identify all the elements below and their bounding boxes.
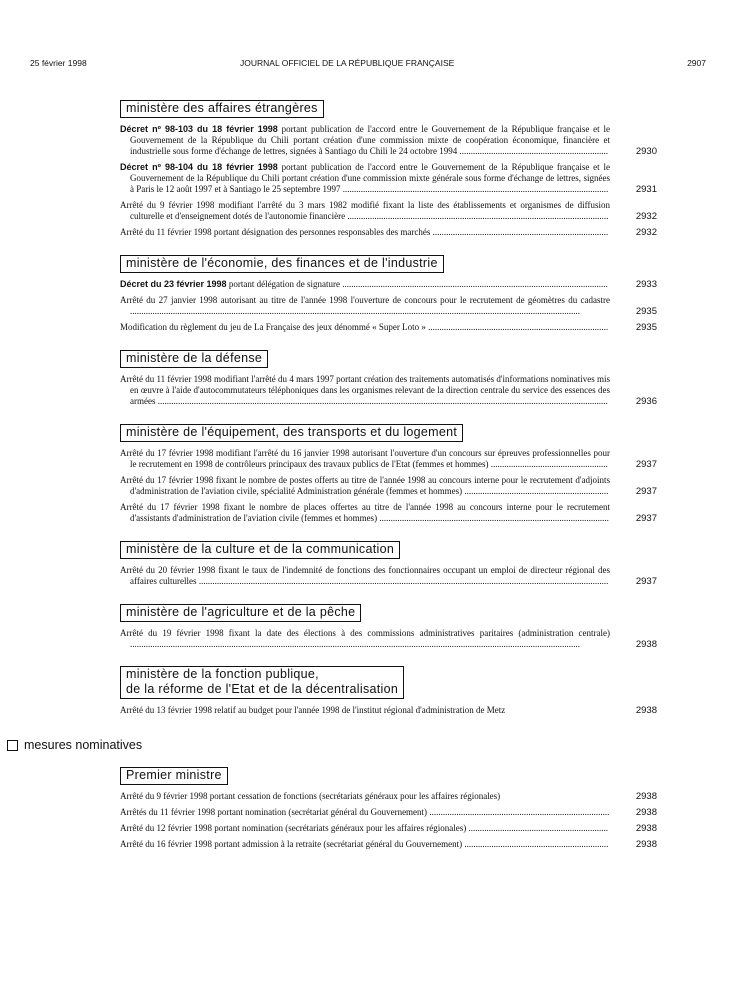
entry-description: Arrêté du 20 février 1998 fixant le taux de l'indemnité de fonctions des fonctionnaires occupant un emploi de directeur régional des affaires culturelles xyxy=(120,565,610,586)
section-title: ministère de la culture et de la communication xyxy=(126,542,395,556)
toc-entry[interactable] xyxy=(120,295,657,317)
section-title: de la réforme de l'Etat et de la décentralisation xyxy=(126,682,399,696)
toc-entry[interactable] xyxy=(120,374,657,407)
leader-dots: ...................................................................................................... xyxy=(377,513,609,523)
ministry-section xyxy=(120,603,657,650)
entry-description: Arrêté du 11 février 1998 modifiant l'arrêté du 4 mars 1997 portant création des traitements automatisés d'informations nominatives mis en œuvre à l'aide d'autocommutateurs téléphoniques dans les organismes relevant de la direction centrale du service des essences des armées xyxy=(120,374,610,406)
entry-page-number: 2938 xyxy=(635,823,657,834)
entry-page-number: 2938 xyxy=(635,705,657,716)
entry-page-number: 2930 xyxy=(635,146,657,157)
entry-decree-title: Décret nº 98-103 du 18 février 1998 xyxy=(120,124,278,134)
entry-decree-title: Décret nº 98-104 du 18 février 1998 xyxy=(120,162,278,172)
entry-text xyxy=(120,374,610,407)
entry-page-number: 2937 xyxy=(635,513,657,524)
ministry-sections xyxy=(120,99,657,716)
leader-dots: ................................................................................ xyxy=(427,807,610,817)
toc-entry[interactable] xyxy=(120,791,657,802)
entry-page-number: 2937 xyxy=(635,486,657,497)
entry-text xyxy=(120,124,610,157)
entry-description: Arrêté du 9 février 1998 modifiant l'arrêté du 3 mars 1982 modifié fixant la liste des établissements et organismes de diffusion culturelle et d'enseignement dotés de l'autonomie financière xyxy=(120,200,610,221)
entry-description: Arrêté du 12 février 1998 portant nomination (secrétariats généraux pour les affaires régionales) xyxy=(120,823,467,833)
entry-description: Arrêté du 16 février 1998 portant admission à la retraite (secrétariat général du Gouvernement) xyxy=(120,839,463,849)
entry-description: Arrêté du 17 février 1998 fixant le nombre de places offertes au titre de l'année 1998 au concours interne pour le recrutement d'assistants d'administration de l'aviation civile (femmes et hommes) xyxy=(120,502,610,523)
toc-entry[interactable] xyxy=(120,475,657,497)
leader-dots: ................................................................ xyxy=(462,486,609,496)
entry-description: Arrêté du 27 janvier 1998 autorisant au titre de l'année 1998 l'ouverture de concours pour le recrutement de géomètres du cadastre xyxy=(120,295,610,305)
ministry-section xyxy=(120,254,657,333)
ministry-section xyxy=(120,99,657,238)
checkbox-square-icon xyxy=(7,740,18,751)
section-title-box xyxy=(120,255,444,273)
entry-page-number: 2935 xyxy=(635,306,657,317)
section-title-box xyxy=(120,100,324,118)
section-title: Premier ministre xyxy=(126,768,222,782)
section-title-box xyxy=(120,350,268,368)
section-title-box xyxy=(120,604,361,622)
entry-description: portant publication de l'accord entre le Gouvernement de la République française et le Gouvernement de la République du Chili portant création d'une commission mixte de coopération économique, financière et industrielle sous forme d'échange de lettres, signées à Santiago du Chili le 24 octobre 1994 xyxy=(130,124,610,156)
section-title-box xyxy=(120,424,463,442)
entry-page-number: 2937 xyxy=(635,459,657,470)
entry-text xyxy=(120,502,610,524)
header-title: JOURNAL OFFICIEL DE LA RÉPUBLIQUE FRANÇAISE xyxy=(240,58,455,68)
entry-description: portant délégation de signature xyxy=(226,279,341,289)
entry-description: Arrêté du 17 février 1998 modifiant l'arrêté du 16 janvier 1998 autorisant l'ouverture d'un concours sur épreuves professionnelles pour le recrutement en 1998 de contrôleurs principaux des travaux publics de l'Etat (femmes et hommes) xyxy=(120,448,610,469)
toc-entry[interactable] xyxy=(120,839,657,850)
section-title: ministère de l'agriculture et de la pêche xyxy=(126,605,356,619)
entry-page-number: 2933 xyxy=(635,279,657,290)
entry-description: Arrêté du 9 février 1998 portant cessation de fonctions (secrétariats généraux pour les affaires régionales) xyxy=(120,791,501,801)
header-date: 25 février 1998 xyxy=(30,58,87,68)
entry-page-number: 2936 xyxy=(635,396,657,407)
toc-entry[interactable] xyxy=(120,705,657,716)
entry-text xyxy=(120,322,610,333)
ministry-section xyxy=(120,423,657,524)
leader-dots: ........................................................................................................................................................................................................ xyxy=(130,639,580,649)
entry-page-number: 2938 xyxy=(635,807,657,818)
toc-entry[interactable] xyxy=(120,823,657,834)
leader-dots: ................................................................ xyxy=(462,839,609,849)
leader-dots: .................................................................................................................... xyxy=(345,211,609,221)
entry-description: Arrêté du 13 février 1998 relatif au budget pour l'année 1998 de l'institut régional d'administration de Metz xyxy=(120,705,506,715)
section-title: ministère des affaires étrangères xyxy=(126,101,318,115)
entry-description: Arrêtés du 11 février 1998 portant nomination (secrétariat général du Gouvernement) xyxy=(120,807,428,817)
page-header xyxy=(30,58,706,72)
entry-text xyxy=(120,227,610,238)
toc-entry[interactable] xyxy=(120,628,657,650)
entry-page-number: 2935 xyxy=(635,322,657,333)
entry-text xyxy=(120,823,610,834)
toc-entry[interactable] xyxy=(120,448,657,470)
entry-text xyxy=(120,279,610,290)
leader-dots: .................................................... xyxy=(488,459,608,469)
entry-description: Modification du règlement du jeu de La Française des jeux dénommé « Super Loto » xyxy=(120,322,426,332)
section-title: ministère de la fonction publique, xyxy=(126,667,319,681)
header-page-number: 2907 xyxy=(687,58,706,68)
entry-description: portant publication de l'accord entre le Gouvernement de la République française et le Gouvernement de la République du Chili portant création d'une commission mixte générale sous forme d'échange de lettres, signées à Paris le 12 août 1997 et à Santiago le 25 septembre 1997 xyxy=(130,162,610,194)
toc-entry[interactable] xyxy=(120,162,657,195)
toc-entry[interactable] xyxy=(120,200,657,222)
leader-dots: ...................................................................................................................................................................................... xyxy=(196,576,609,586)
entry-text xyxy=(120,791,610,802)
entry-text xyxy=(120,705,610,716)
entry-page-number: 2937 xyxy=(635,576,657,587)
ministry-section xyxy=(120,349,657,407)
section-title: ministère de la défense xyxy=(126,351,263,365)
entry-decree-title: Décret du 23 février 1998 xyxy=(120,279,227,289)
ministry-section xyxy=(120,540,657,587)
section-title: ministère de l'économie, des finances et de l'industrie xyxy=(126,256,438,270)
leader-dots: .................................................................. xyxy=(457,146,609,156)
entry-text xyxy=(120,807,610,818)
entry-text xyxy=(120,448,610,470)
toc-entry[interactable] xyxy=(120,322,657,333)
entry-page-number: 2938 xyxy=(635,639,657,650)
toc-entry[interactable] xyxy=(120,124,657,157)
entry-text xyxy=(120,162,610,195)
nominative-measures-heading xyxy=(7,738,657,752)
section-title: ministère de l'équipement, des transports et du logement xyxy=(126,425,458,439)
entry-page-number: 2931 xyxy=(635,184,657,195)
table-of-contents xyxy=(24,99,657,866)
ministry-section xyxy=(120,766,657,850)
section-title-box xyxy=(120,767,228,785)
leader-dots: ...................................................................................................................... xyxy=(340,279,608,289)
nominative-measures-title: mesures nominatives xyxy=(24,738,143,752)
entry-page-number: 2938 xyxy=(635,839,657,850)
leader-dots: ........................................................................................................................................................................................................ xyxy=(130,306,580,316)
entry-description: Arrêté du 11 février 1998 portant désignation des personnes responsables des marchés xyxy=(120,227,431,237)
toc-entry[interactable] xyxy=(120,502,657,524)
ministry-section xyxy=(120,666,657,716)
toc-entry[interactable] xyxy=(120,565,657,587)
entry-text xyxy=(120,565,610,587)
entry-text xyxy=(120,628,610,650)
toc-entry[interactable] xyxy=(120,227,657,238)
nominative-sections xyxy=(120,766,657,850)
leader-dots: .............................................................................. xyxy=(430,227,609,237)
entry-description: Arrêté du 17 février 1998 fixant le nombre de postes offerts au titre de l'année 1998 au concours interne pour le recrutement d'adjoints d'administration de l'aviation civile, spécialité Administration générale (femmes et hommes) xyxy=(120,475,610,496)
toc-entry[interactable] xyxy=(120,279,657,290)
entry-description: Arrêté du 19 février 1998 fixant la date des élections à des commissions administratives paritaires (administration centrale) xyxy=(120,628,610,638)
leader-dots: ................................................................................ xyxy=(425,322,609,332)
toc-entry[interactable] xyxy=(120,807,657,818)
entry-text xyxy=(120,295,610,317)
section-title-box xyxy=(120,541,400,559)
leader-dots: ........................................................................................................................................................................................................ xyxy=(155,396,608,406)
entry-text xyxy=(120,839,610,850)
leader-dots: .............................................................. xyxy=(466,823,608,833)
entry-page-number: 2932 xyxy=(635,227,657,238)
entry-page-number: 2932 xyxy=(635,211,657,222)
leader-dots: ...................................................................................................................... xyxy=(340,184,609,194)
entry-page-number: 2938 xyxy=(635,791,657,802)
entry-text xyxy=(120,475,610,497)
section-title-box xyxy=(120,666,404,699)
entry-text xyxy=(120,200,610,222)
